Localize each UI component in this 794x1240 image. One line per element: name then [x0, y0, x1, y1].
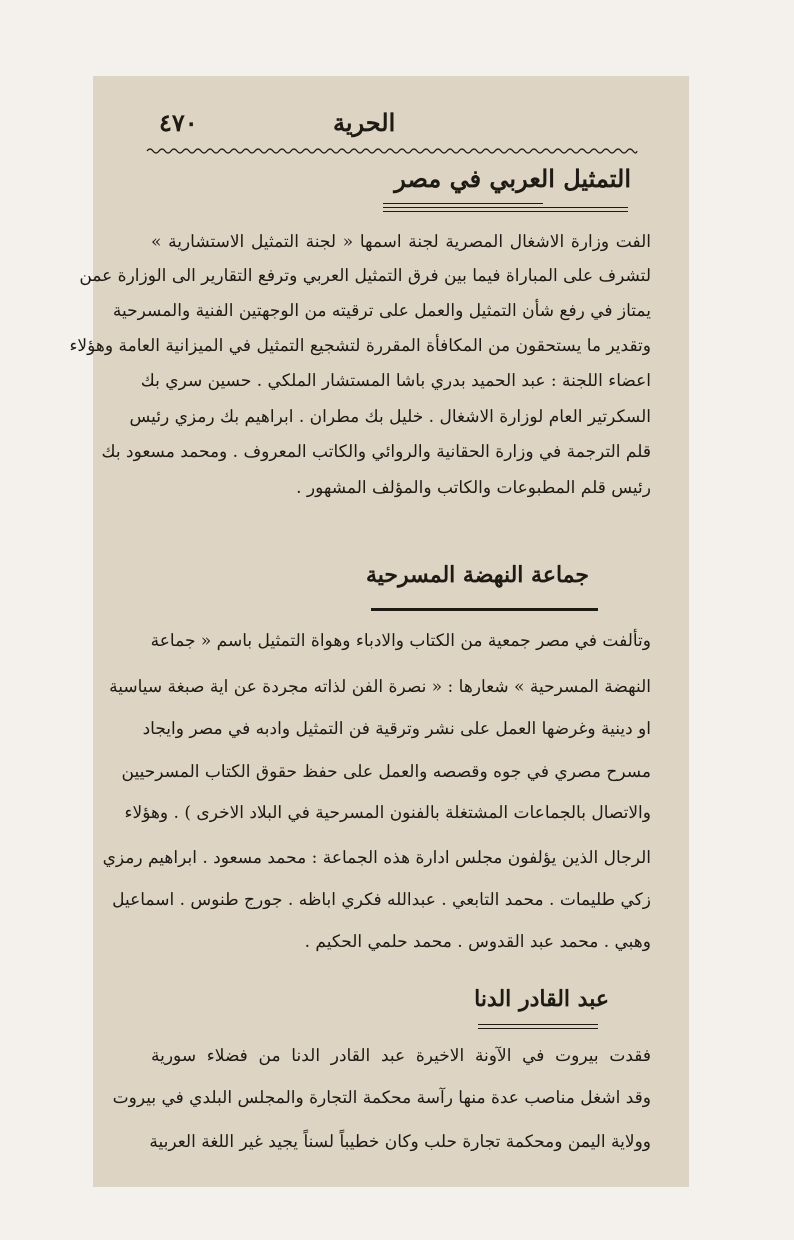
page-header	[93, 104, 689, 144]
title-underline	[383, 203, 543, 204]
section-double-rule	[478, 1024, 598, 1029]
section-title-arab-theater: التمثيل العربي في مصر	[394, 164, 631, 193]
paragraph-line: او دينية وغرضها العمل على نشر وترقية فن التمثيل وادبه في مصر وايجاد	[142, 719, 651, 739]
section-title-theatrical-renaissance: جماعة النهضة المسرحية	[365, 562, 589, 588]
page-number: ٤٧٠	[159, 108, 198, 137]
paragraph-line: وتقدير ما يستحقون من المكافأة المقررة لتشجيع التمثيل في الميزانية العامة وهؤلاء	[69, 336, 651, 356]
paragraph-line: وهبي . محمد عبد القدوس . محمد حلمي الحكيم .	[304, 932, 651, 952]
paragraph-line: رئيس قلم المطبوعات والكاتب والمؤلف المشهور .	[296, 478, 651, 498]
book-page	[69, 76, 689, 1187]
paragraph-line: يمتاز في رفع شأن التمثيل والعمل على ترقيته من الوجهتين الفنية والمسرحية	[112, 301, 651, 321]
paragraph-line: الفت وزارة الاشغال المصرية لجنة اسمها « لجنة التمثيل الاستشارية »	[151, 232, 651, 252]
paragraph-line: الرجال الذين يؤلفون مجلس ادارة هذه الجماعة : محمد مسعود . ابراهيم رمزي	[102, 848, 651, 868]
paragraph-line: لتشرف على المباراة فيما بين فرق التمثيل العربي وترفع التقارير الى الوزارة عمن	[79, 266, 651, 286]
paragraph-line: النهضة المسرحية » شعارها : « نصرة الفن لذاته مجردة عن اية صبغة سياسية	[109, 677, 651, 697]
header-wavy-rule	[147, 146, 637, 156]
section-rule	[371, 608, 598, 611]
paragraph-line: قلم الترجمة في وزارة الحقانية والروائي والكاتب المعروف . ومحمد مسعود بك	[101, 442, 651, 462]
paragraph-line: زكي طليمات . محمد التابعي . عبدالله فكري اباظه . جورج طنوس . اسماعيل	[112, 890, 651, 910]
paragraph-line: مسرح مصري في جوه وقصصه والعمل على حفظ حقوق الكتاب المسرحيين	[121, 762, 651, 782]
paragraph-line: وتألفت في مصر جمعية من الكتاب والادباء وهواة التمثيل باسم « جماعة	[150, 631, 651, 651]
paragraph-line: وولاية اليمن ومحكمة تجارة حلب وكان خطيباً لسناً يجيد غير اللغة العربية	[149, 1132, 651, 1152]
paragraph-line: السكرتير العام لوزارة الاشغال . خليل بك مطران . ابراهيم بك رمزي رئيس	[129, 407, 651, 427]
paragraph-line: فقدت بيروت في الآونة الاخيرة عبد القادر الدنا من فضلاء سورية	[151, 1046, 651, 1066]
paragraph-line: والاتصال بالجماعات المشتغلة بالفنون المسرحية في البلاد الاخرى ) . وهؤلاء	[124, 803, 651, 823]
section-title-obituary: عبد القادر الدنا	[474, 986, 609, 1012]
paragraph-line: وقد اشغل مناصب عدة منها رآسة محكمة التجارة والمجلس البلدي في بيروت	[112, 1088, 651, 1108]
running-title: الحرية	[333, 108, 396, 137]
paragraph-line: اعضاء اللجنة : عبد الحميد بدري باشا المستشار الملكي . حسين سري بك	[140, 371, 651, 391]
section-double-rule	[383, 207, 628, 212]
